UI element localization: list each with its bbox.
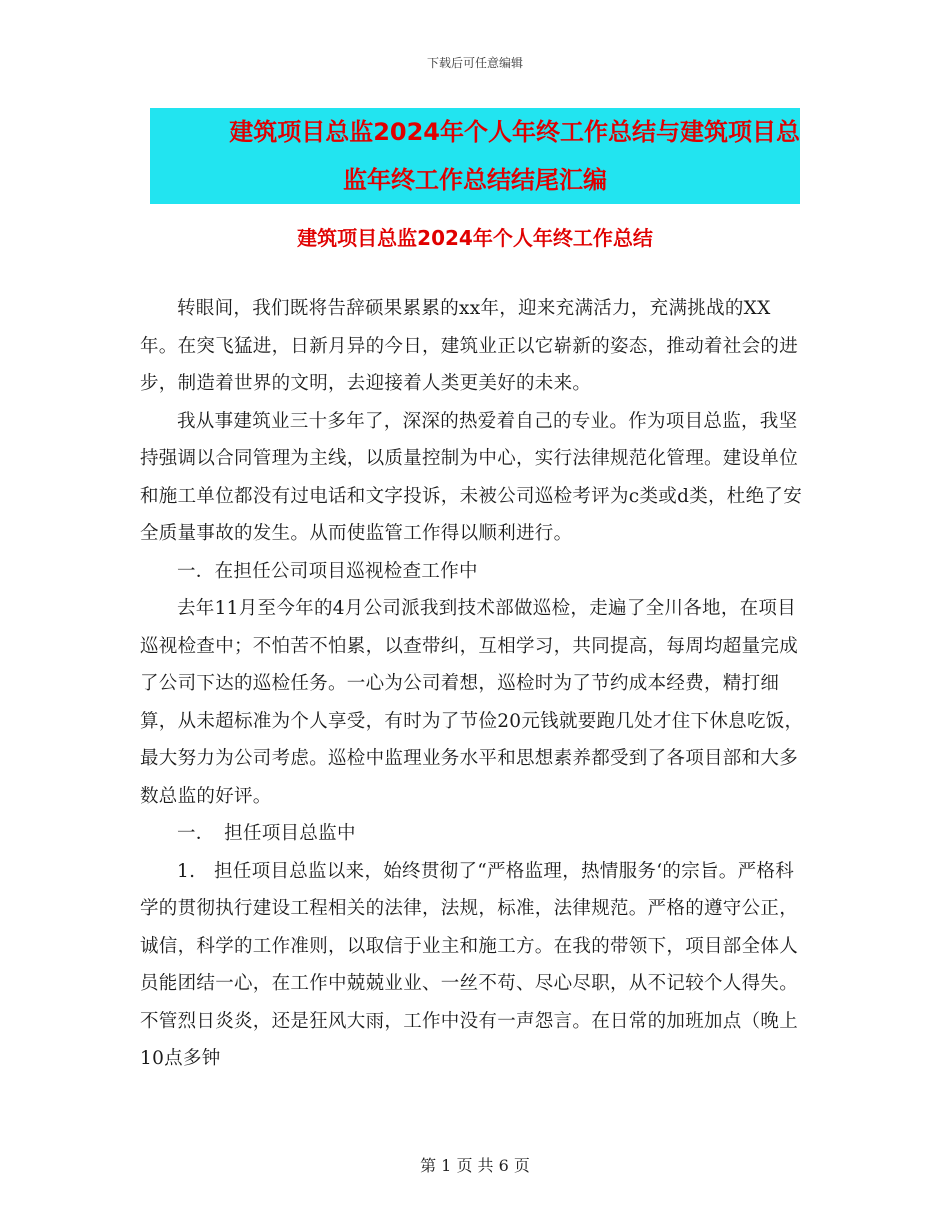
header-note: 下载后可任意编辑 <box>426 56 523 70</box>
page-footer: 第 1 页 共 6 页 <box>420 1156 530 1175</box>
paragraph: 我从事建筑业三十多年了，深深的热爱着自己的专业。作为项目总监，我坚持强调以合同管理为主线，以质量控制为中心，实行法律规范化管理。建设单位和施工单位都没有过电话和文字投诉，未被公司巡检考评为c类或d类，杜绝了安全质量事故的发生。从而使监管工作得以顺利进行。 <box>140 410 803 544</box>
paragraph: 一．在担任公司项目巡视检查工作中 <box>177 560 478 582</box>
title-line-2: 监年终工作总结结尾汇编 <box>343 166 607 194</box>
paragraph: 一． 担任项目总监中 <box>177 823 356 844</box>
title-line-1: 建筑项目总监2024年个人年终工作总结与建筑项目总 <box>229 118 800 146</box>
section-title: 建筑项目总监2024年个人年终工作总结 <box>297 226 653 250</box>
paragraph: 1. 担任项目总监以来，始终贯彻了“严格监理，热情服务‘的宗旨。严格科学的贯彻执行建设工程相关的法律，法规，标准，法律规范。严格的遵守公正，诚信，科学的工作准则，以取信于业主和施工方。在我的带领下，项目部全体人员能团结一心，在工作中兢兢业业、一丝不苟、尽心尽职，从不记较个人得失。不管烈日炎炎，还是狂风大雨，工作中没有一声怨言。在日常的加班加点（晚上10点多钟 <box>140 860 799 1069</box>
paragraph: 去年11月至今年的4月公司派我到技术部做巡检，走遍了全川各地，在项目巡视检查中；不怕苦不怕累，以查带纠，互相学习，共同提高，每周均超量完成了公司下达的巡检任务。一心为公司着想，巡检时为了节约成本经费，精打细算，从未超标准为个人享受，有时为了节俭20元钱就要跑几处才住下休息吃饭，最大努力为公司考虑。巡检中监理业务水平和思想素养都受到了各项目部和大多数总监的好评。 <box>140 598 804 807</box>
body-text <box>140 290 805 1078</box>
document-title <box>150 108 800 204</box>
paragraph: 转眼间，我们既将告辞硕果累累的xx年，迎来充满活力，充满挑战的XX年。在突飞猛进，日新月异的今日，建筑业正以它崭新的姿态，推动着社会的进步，制造着世界的文明，去迎接着人类更美好的未来。 <box>140 298 799 394</box>
